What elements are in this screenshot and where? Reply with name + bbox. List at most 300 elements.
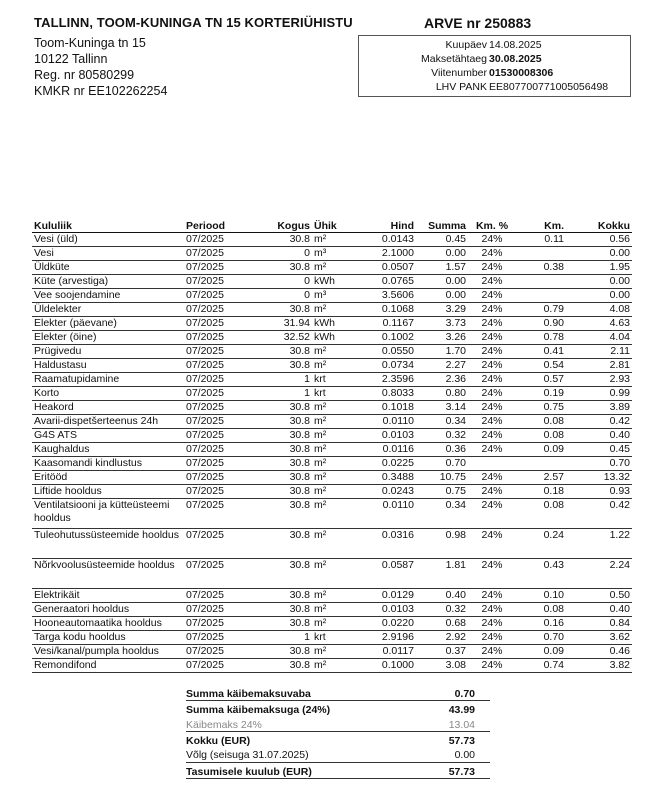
table-cell: 0.70: [416, 457, 468, 471]
table-cell: 2.11: [566, 345, 632, 359]
table-row: [32, 529, 632, 559]
table-cell: m²: [312, 485, 354, 499]
table-row: [32, 345, 632, 359]
summary-value: 57.73: [448, 735, 475, 747]
table-cell: 0.0103: [354, 603, 416, 617]
table-cell: 24%: [468, 471, 514, 485]
table-cell: 24%: [468, 261, 514, 275]
table-row: [32, 429, 632, 443]
table-cell: 2.93: [566, 373, 632, 387]
registry-number: Reg. nr 80580299: [34, 68, 135, 82]
table-cell: 0.09: [514, 443, 566, 457]
table-cell: 07/2025: [184, 359, 250, 373]
table-cell: 0.10: [514, 589, 566, 603]
table-cell: Elektrikäit: [32, 589, 184, 603]
table-cell: 07/2025: [184, 457, 250, 471]
table-cell: m²: [312, 529, 354, 559]
table-cell: 07/2025: [184, 529, 250, 559]
table-cell: 30.8: [250, 303, 312, 317]
table-row: [32, 443, 632, 457]
table-cell: 24%: [468, 659, 514, 673]
table-cell: 24%: [468, 499, 514, 529]
summary-label: Võlg (seisuga 31.07.2025): [186, 749, 309, 761]
table-cell: 0.70: [566, 457, 632, 471]
table-cell: Raamatupidamine: [32, 373, 184, 387]
table-cell: 0.84: [566, 617, 632, 631]
table-cell: Kaasomandi kindlustus: [32, 457, 184, 471]
table-cell: 07/2025: [184, 485, 250, 499]
table-cell: 07/2025: [184, 261, 250, 275]
table-cell: 30.8: [250, 529, 312, 559]
table-cell: 24%: [468, 485, 514, 499]
table-cell: 07/2025: [184, 499, 250, 529]
table-cell: 30.8: [250, 499, 312, 529]
table-cell: [468, 457, 514, 471]
table-cell: 0.00: [416, 289, 468, 303]
table-cell: 0.18: [514, 485, 566, 499]
table-cell: 30.8: [250, 559, 312, 589]
table-row: [32, 401, 632, 415]
table-cell: 30.8: [250, 659, 312, 673]
table-cell: 0.50: [566, 589, 632, 603]
table-cell: 0.0110: [354, 499, 416, 529]
table-cell: 30.8: [250, 261, 312, 275]
summary-label: Summa käibemaksuvaba: [186, 688, 311, 700]
info-row-date: [359, 39, 630, 53]
table-cell: 1: [250, 373, 312, 387]
table-cell: kWh: [312, 275, 354, 289]
table-cell: 24%: [468, 345, 514, 359]
table-cell: 0.40: [566, 603, 632, 617]
table-cell: m²: [312, 603, 354, 617]
table-row: [32, 331, 632, 345]
table-cell: m²: [312, 345, 354, 359]
table-cell: 30.8: [250, 233, 312, 247]
table-row: [32, 317, 632, 331]
table-cell: 0.1000: [354, 659, 416, 673]
table-cell: m²: [312, 471, 354, 485]
col-header: Ühik: [312, 219, 354, 233]
table-cell: 2.24: [566, 559, 632, 589]
table-cell: 0: [250, 275, 312, 289]
col-header: Km. %: [468, 219, 514, 233]
table-cell: 0.00: [566, 275, 632, 289]
summary-value: 43.99: [448, 704, 475, 716]
table-cell: 0.41: [514, 345, 566, 359]
table-cell: 0.8033: [354, 387, 416, 401]
table-cell: 0.08: [514, 429, 566, 443]
table-row: [32, 589, 632, 603]
table-cell: 0.56: [566, 233, 632, 247]
table-cell: 24%: [468, 443, 514, 457]
table-cell: 30.8: [250, 359, 312, 373]
table-cell: 1.70: [416, 345, 468, 359]
table-cell: 3.08: [416, 659, 468, 673]
table-cell: 30.8: [250, 429, 312, 443]
table-cell: 07/2025: [184, 303, 250, 317]
summary-label: Kokku (EUR): [186, 735, 251, 747]
address-city: 10122 Tallinn: [34, 52, 108, 66]
info-value: 30.08.2025: [489, 53, 542, 65]
table-row: [32, 303, 632, 317]
table-cell: 0.68: [416, 617, 468, 631]
table-cell: 0.00: [566, 247, 632, 261]
table-cell: 07/2025: [184, 317, 250, 331]
table-cell: m²: [312, 499, 354, 529]
table-cell: 07/2025: [184, 345, 250, 359]
table-cell: 2.3596: [354, 373, 416, 387]
table-cell: 0.1002: [354, 331, 416, 345]
table-cell: 0.0587: [354, 559, 416, 589]
table-cell: 07/2025: [184, 373, 250, 387]
table-cell: 0: [250, 289, 312, 303]
table-cell: 0.09: [514, 645, 566, 659]
table-cell: Vesi/kanal/pumpla hooldus: [32, 645, 184, 659]
table-cell: 0.45: [566, 443, 632, 457]
table-cell: 0.45: [416, 233, 468, 247]
table-cell: m³: [312, 289, 354, 303]
table-row: [32, 499, 632, 529]
table-cell: [514, 457, 566, 471]
table-row: [32, 631, 632, 645]
table-cell: 0.98: [416, 529, 468, 559]
table-cell: m²: [312, 303, 354, 317]
table-cell: 0.0143: [354, 233, 416, 247]
table-cell: 0.0129: [354, 589, 416, 603]
info-label: LHV PANK: [435, 81, 487, 93]
table-cell: 0.0765: [354, 275, 416, 289]
table-row: [32, 387, 632, 401]
table-cell: Haldustasu: [32, 359, 184, 373]
table-cell: 0.99: [566, 387, 632, 401]
table-cell: 0.74: [514, 659, 566, 673]
table-cell: 24%: [468, 303, 514, 317]
table-cell: Küte (arvestiga): [32, 275, 184, 289]
table-cell: 30.8: [250, 645, 312, 659]
table-cell: 07/2025: [184, 415, 250, 429]
table-cell: 0.0220: [354, 617, 416, 631]
table-cell: 31.94: [250, 317, 312, 331]
table-cell: 0.0734: [354, 359, 416, 373]
table-row: [32, 415, 632, 429]
table-cell: Remondifond: [32, 659, 184, 673]
table-cell: 30.8: [250, 603, 312, 617]
table-cell: 0.1167: [354, 317, 416, 331]
table-cell: 32.52: [250, 331, 312, 345]
table-cell: 0.0316: [354, 529, 416, 559]
table-cell: 1.57: [416, 261, 468, 275]
info-value: 01530008306: [489, 67, 554, 79]
table-cell: 07/2025: [184, 233, 250, 247]
table-cell: 0.00: [416, 275, 468, 289]
table-cell: Heakord: [32, 401, 184, 415]
table-cell: 24%: [468, 529, 514, 559]
table-cell: 0.11: [514, 233, 566, 247]
table-cell: 0.43: [514, 559, 566, 589]
table-cell: 1: [250, 631, 312, 645]
table-cell: 24%: [468, 401, 514, 415]
table-cell: 07/2025: [184, 289, 250, 303]
table-cell: 0.0243: [354, 485, 416, 499]
table-cell: 24%: [468, 317, 514, 331]
table-cell: m²: [312, 559, 354, 589]
info-row-due-date: [359, 53, 630, 67]
col-header: Kogus: [250, 219, 312, 233]
table-cell: 0.19: [514, 387, 566, 401]
table-cell: 07/2025: [184, 659, 250, 673]
table-cell: 0.16: [514, 617, 566, 631]
table-cell: 2.57: [514, 471, 566, 485]
table-cell: G4S ATS: [32, 429, 184, 443]
info-value: EE807700771005056498: [489, 81, 609, 93]
table-cell: 24%: [468, 415, 514, 429]
table-cell: 0.75: [416, 485, 468, 499]
table-cell: m²: [312, 415, 354, 429]
table-cell: 30.8: [250, 485, 312, 499]
table-cell: 24%: [468, 233, 514, 247]
summary-value: 0.00: [454, 749, 475, 761]
summary-divider: [186, 731, 490, 732]
table-cell: 2.81: [566, 359, 632, 373]
table-cell: 07/2025: [184, 471, 250, 485]
table-cell: 30.8: [250, 471, 312, 485]
table-cell: Vee soojendamine: [32, 289, 184, 303]
table-cell: Avarii-dispetšerteenus 24h: [32, 415, 184, 429]
table-cell: 1.81: [416, 559, 468, 589]
table-cell: 3.29: [416, 303, 468, 317]
table-cell: 0.24: [514, 529, 566, 559]
table-cell: 24%: [468, 359, 514, 373]
table-cell: 0.75: [514, 401, 566, 415]
table-cell: m²: [312, 401, 354, 415]
table-cell: Üldelekter: [32, 303, 184, 317]
table-cell: 07/2025: [184, 443, 250, 457]
table-cell: Generaatori hooldus: [32, 603, 184, 617]
table-cell: 0.93: [566, 485, 632, 499]
table-cell: 24%: [468, 559, 514, 589]
table-cell: [514, 289, 566, 303]
table-cell: m²: [312, 443, 354, 457]
table-cell: 07/2025: [184, 631, 250, 645]
table-row: [32, 359, 632, 373]
table-cell: 07/2025: [184, 401, 250, 415]
table-row: [32, 233, 632, 247]
info-label: Kuupäev: [445, 39, 487, 51]
table-cell: 3.82: [566, 659, 632, 673]
table-cell: m²: [312, 359, 354, 373]
table-row: [32, 457, 632, 471]
table-row: [32, 247, 632, 261]
table-cell: 30.8: [250, 617, 312, 631]
summary-label: Käibemaks 24%: [186, 719, 262, 731]
table-cell: m²: [312, 261, 354, 275]
table-row: [32, 261, 632, 275]
summary-label: Summa käibemaksuga (24%): [186, 704, 331, 716]
table-cell: 24%: [468, 387, 514, 401]
table-cell: m²: [312, 457, 354, 471]
table-cell: Korto: [32, 387, 184, 401]
table-cell: Vesi: [32, 247, 184, 261]
table-row: [32, 617, 632, 631]
table-cell: 07/2025: [184, 247, 250, 261]
table-row: [32, 373, 632, 387]
table-row: [32, 603, 632, 617]
table-cell: 0.36: [416, 443, 468, 457]
vat-number: KMKR nr EE102262254: [34, 84, 168, 98]
table-cell: 30.8: [250, 401, 312, 415]
table-cell: m²: [312, 233, 354, 247]
table-cell: Nõrkvoolusüsteemide hooldus: [32, 559, 184, 589]
table-cell: 07/2025: [184, 603, 250, 617]
table-cell: 07/2025: [184, 589, 250, 603]
table-cell: 24%: [468, 603, 514, 617]
table-cell: Hooneautomaatika hooldus: [32, 617, 184, 631]
col-header: Summa: [416, 219, 468, 233]
table-cell: 30.8: [250, 589, 312, 603]
table-cell: Prügivedu: [32, 345, 184, 359]
col-header: Kululiik: [32, 219, 184, 233]
table-cell: 24%: [468, 645, 514, 659]
table-cell: m²: [312, 429, 354, 443]
table-cell: m³: [312, 247, 354, 261]
table-cell: 2.27: [416, 359, 468, 373]
summary-divider: [186, 700, 490, 701]
summary-value: 13.04: [448, 719, 475, 731]
table-cell: Üldküte: [32, 261, 184, 275]
table-cell: 1.22: [566, 529, 632, 559]
table-cell: 24%: [468, 589, 514, 603]
table-cell: Liftide hooldus: [32, 485, 184, 499]
table-cell: 0.08: [514, 603, 566, 617]
table-cell: Eritööd: [32, 471, 184, 485]
table-cell: Ventilatsiooni ja kütteüsteemi hooldus: [32, 499, 184, 529]
table-cell: Vesi (üld): [32, 233, 184, 247]
table-cell: 0.08: [514, 415, 566, 429]
table-cell: kWh: [312, 331, 354, 345]
table-cell: 24%: [468, 617, 514, 631]
table-cell: 4.63: [566, 317, 632, 331]
table-cell: Kaughaldus: [32, 443, 184, 457]
table-cell: 0.46: [566, 645, 632, 659]
table-cell: 30.8: [250, 415, 312, 429]
table-cell: 0.0507: [354, 261, 416, 275]
table-cell: 07/2025: [184, 429, 250, 443]
table-cell: 0.40: [416, 589, 468, 603]
table-cell: 0.0225: [354, 457, 416, 471]
company-name: TALLINN, TOOM-KUNINGA TN 15 KORTERIÜHISTU: [34, 15, 353, 30]
col-header: Hind: [354, 219, 416, 233]
table-cell: 0.54: [514, 359, 566, 373]
table-cell: 3.73: [416, 317, 468, 331]
table-cell: 0.80: [416, 387, 468, 401]
col-header: Km.: [514, 219, 566, 233]
table-cell: Tuleohutussüsteemide hooldus: [32, 529, 184, 559]
table-cell: krt: [312, 373, 354, 387]
table-cell: 0.40: [566, 429, 632, 443]
info-value: 14.08.2025: [489, 39, 542, 51]
table-cell: 3.62: [566, 631, 632, 645]
table-cell: 0.42: [566, 499, 632, 529]
table-cell: 3.5606: [354, 289, 416, 303]
table-cell: 0.34: [416, 499, 468, 529]
table-cell: 0.0550: [354, 345, 416, 359]
table-cell: 0.3488: [354, 471, 416, 485]
table-cell: 24%: [468, 331, 514, 345]
table-cell: 0.78: [514, 331, 566, 345]
table-row: [32, 289, 632, 303]
table-cell: 2.36: [416, 373, 468, 387]
table-cell: m²: [312, 617, 354, 631]
table-cell: 0.1068: [354, 303, 416, 317]
summary-value: 57.73: [448, 766, 475, 778]
table-cell: 0.0116: [354, 443, 416, 457]
table-cell: 30.8: [250, 457, 312, 471]
table-row: [32, 485, 632, 499]
invoice-number: ARVE nr 250883: [424, 15, 532, 31]
table-cell: 24%: [468, 429, 514, 443]
info-label: Maksetähtaeg: [421, 53, 487, 65]
table-cell: 07/2025: [184, 645, 250, 659]
table-cell: 1.95: [566, 261, 632, 275]
table-cell: 07/2025: [184, 331, 250, 345]
table-cell: 0.1018: [354, 401, 416, 415]
summary-value: 0.70: [454, 688, 475, 700]
table-cell: 0.38: [514, 261, 566, 275]
col-header: Kokku: [566, 219, 632, 233]
table-cell: 0.42: [566, 415, 632, 429]
table-row: [32, 559, 632, 589]
table-cell: Elekter (päevane): [32, 317, 184, 331]
table-cell: 13.32: [566, 471, 632, 485]
table-cell: Targa kodu hooldus: [32, 631, 184, 645]
table-cell: 24%: [468, 275, 514, 289]
table-cell: 0.90: [514, 317, 566, 331]
table-cell: 07/2025: [184, 387, 250, 401]
table-cell: m²: [312, 645, 354, 659]
table-cell: 0.00: [416, 247, 468, 261]
table-cell: 0.08: [514, 499, 566, 529]
table-cell: m²: [312, 589, 354, 603]
table-cell: 2.92: [416, 631, 468, 645]
table-cell: 0.37: [416, 645, 468, 659]
table-cell: 0.70: [514, 631, 566, 645]
table-row: [32, 645, 632, 659]
table-cell: 24%: [468, 631, 514, 645]
table-cell: 0.0110: [354, 415, 416, 429]
table-cell: 1: [250, 387, 312, 401]
table-cell: 0: [250, 247, 312, 261]
table-cell: 30.8: [250, 345, 312, 359]
table-row: [32, 275, 632, 289]
summary-divider: [186, 762, 490, 763]
table-row: [32, 659, 632, 673]
table-cell: 3.89: [566, 401, 632, 415]
invoice-items-table: [32, 219, 632, 673]
table-cell: 3.26: [416, 331, 468, 345]
table-cell: [514, 247, 566, 261]
info-row-bank: [359, 81, 630, 95]
table-cell: krt: [312, 631, 354, 645]
table-cell: 24%: [468, 247, 514, 261]
table-cell: 0.34: [416, 415, 468, 429]
table-header-row: [32, 219, 632, 233]
summary-divider: [186, 778, 490, 779]
table-cell: kWh: [312, 317, 354, 331]
table-cell: 0.32: [416, 429, 468, 443]
table-cell: m²: [312, 659, 354, 673]
table-cell: [514, 275, 566, 289]
table-cell: 0.0117: [354, 645, 416, 659]
